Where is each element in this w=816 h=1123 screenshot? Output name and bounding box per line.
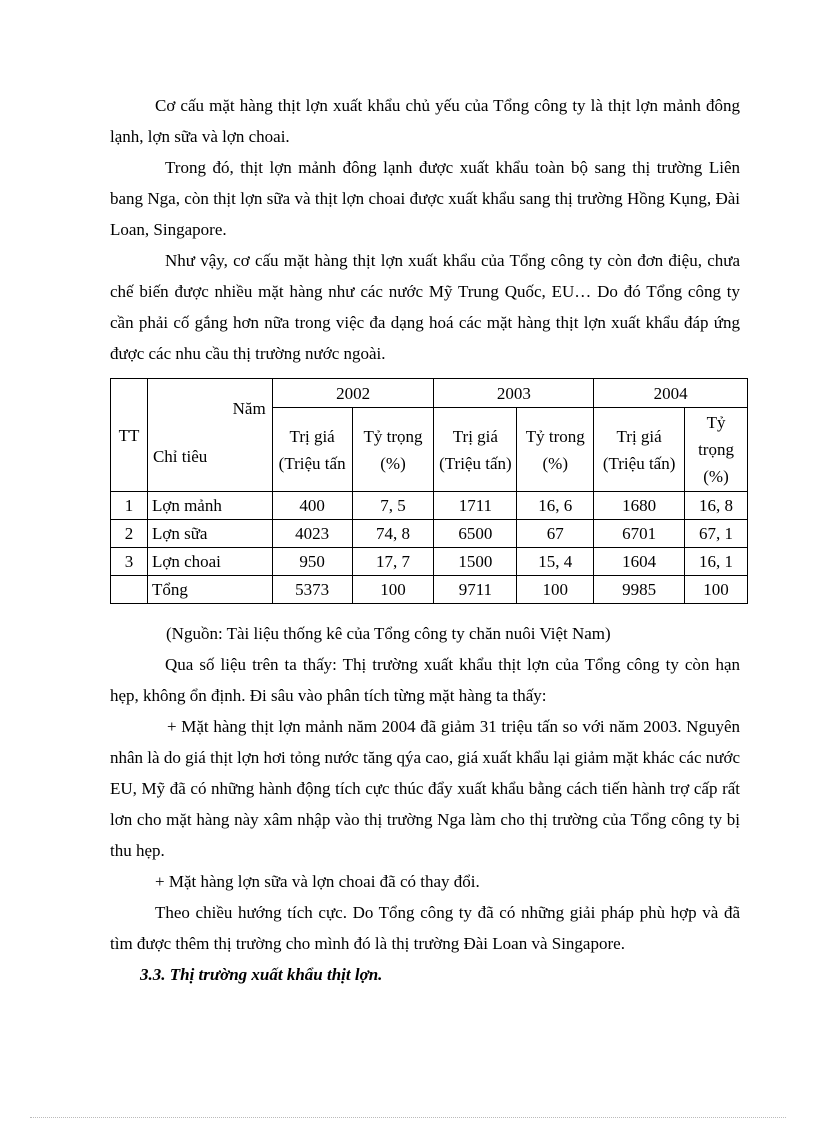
cell-value: 400 (272, 492, 352, 520)
cell-pct: 100 (517, 576, 594, 604)
header-2003-value: Trị giá (Triệu tấn) (434, 408, 517, 492)
cell-value: 6701 (594, 520, 685, 548)
cell-value: 950 (272, 548, 352, 576)
cell-value: 6500 (434, 520, 517, 548)
cell-value: 1500 (434, 548, 517, 576)
paragraph-7: Theo chiều hướng tích cực. Do Tổng công ty đã có những giải pháp phù hợp và đã tìm được thêm thị trường cho mình đó là thị trường Đài Loan và Singapore. (110, 903, 740, 953)
header-year-2003: 2003 (434, 379, 594, 408)
document-page (110, 90, 740, 990)
paragraph-4: Qua số liệu trên ta thấy: Thị trường xuất khẩu thịt lợn của Tổng công ty còn hạn hẹp, không ổn định. Đi sâu vào phân tích từng mặt hàng ta thấy: (110, 655, 740, 705)
cell-value: 1604 (594, 548, 685, 576)
cell-tt (111, 576, 148, 604)
cell-name: Lợn mảnh (147, 492, 272, 520)
header-2004-value: Trị giá (Triệu tấn) (594, 408, 685, 492)
cell-pct: 7, 5 (352, 492, 434, 520)
section-heading: 3.3. Thị trường xuất khẩu thịt lợn. (140, 965, 383, 984)
cell-value: 5373 (272, 576, 352, 604)
cell-pct: 74, 8 (352, 520, 434, 548)
paragraph-3: Như vậy, cơ cấu mặt hàng thịt lợn xuất khẩu của Tổng công ty còn đơn điệu, chưa chế biến được nhiều mặt hàng như các nước Mỹ Trung Quốc, EU… Do đó Tổng công ty cần phải cố gắng hơn nữa trong việc đa dạng hoá các mặt hàng thịt lợn xuất khẩu đáp ứng được các nhu cầu thị trường nước ngoài. (110, 251, 740, 363)
cell-value: 9711 (434, 576, 517, 604)
cell-tt: 2 (111, 520, 148, 548)
cell-value: 4023 (272, 520, 352, 548)
table-header-row-years (111, 379, 748, 408)
cell-pct: 17, 7 (352, 548, 434, 576)
table-row (111, 548, 748, 576)
cell-value: 1711 (434, 492, 517, 520)
cell-name: Lợn choai (147, 548, 272, 576)
paragraph-1: Cơ cấu mặt hàng thịt lợn xuất khẩu chủ yếu của Tổng công ty là thịt lợn mảnh đông lạnh, lợn sữa và lợn choai. (110, 96, 740, 146)
cell-pct: 16, 1 (685, 548, 748, 576)
cell-pct: 15, 4 (517, 548, 594, 576)
cell-pct: 100 (352, 576, 434, 604)
cell-pct: 67, 1 (685, 520, 748, 548)
header-year-2002: 2002 (272, 379, 434, 408)
cell-pct: 67 (517, 520, 594, 548)
header-diagonal-cell (147, 379, 272, 492)
cell-pct: 100 (685, 576, 748, 604)
cell-value: 9985 (594, 576, 685, 604)
export-table (110, 378, 748, 604)
header-tt: TT (111, 379, 148, 492)
header-nam: Năm (232, 399, 266, 418)
cell-name: Lợn sữa (147, 520, 272, 548)
table-row (111, 492, 748, 520)
table-row-total (111, 576, 748, 604)
table-row (111, 520, 748, 548)
cell-value: 1680 (594, 492, 685, 520)
cell-pct: 16, 8 (685, 492, 748, 520)
header-year-2004: 2004 (594, 379, 748, 408)
paragraph-2: Trong đó, thịt lợn mảnh đông lạnh được xuất khẩu toàn bộ sang thị trường Liên bang Nga, còn thịt lợn sữa và thịt lợn choai được xuất khẩu sang thị trường Hồng Kụng, Đài Loan, Singapore. (110, 158, 740, 239)
cell-pct: 16, 6 (517, 492, 594, 520)
page-footer-divider (30, 1117, 786, 1118)
cell-name: Tổng (147, 576, 272, 604)
table-source: (Nguồn: Tài liệu thống kê của Tổng công ty chăn nuôi Việt Nam) (166, 624, 611, 643)
header-2002-pct: Tỷ trọng (%) (352, 408, 434, 492)
cell-tt: 3 (111, 548, 148, 576)
header-2004-pct: Tỷ trọng (%) (685, 408, 748, 492)
cell-tt: 1 (111, 492, 148, 520)
paragraph-6: + Mặt hàng lợn sữa và lợn choai đã có thay đổi. (155, 872, 480, 891)
header-2002-value: Trị giá (Triệu tấn (272, 408, 352, 492)
paragraph-5: + Mặt hàng thịt lợn mảnh năm 2004 đã giảm 31 triệu tấn so với năm 2003. Nguyên nhân là do giá thịt lợn hơi tỏng nước tăng qýa cao, giá xuất khẩu lại giảm mặt khác các nước EU, Mỹ đã có những hành động tích cực thúc đẩy xuất khẩu bằng cách tiến hành trợ cấp rất lơn cho mặt hàng này xâm nhập vào thị trường Nga làm cho thị trường của Tổng công ty bị thu hẹp. (110, 717, 740, 860)
header-chi-tieu: Chỉ tiêu (152, 447, 208, 466)
header-2003-pct: Tỷ trong (%) (517, 408, 594, 492)
